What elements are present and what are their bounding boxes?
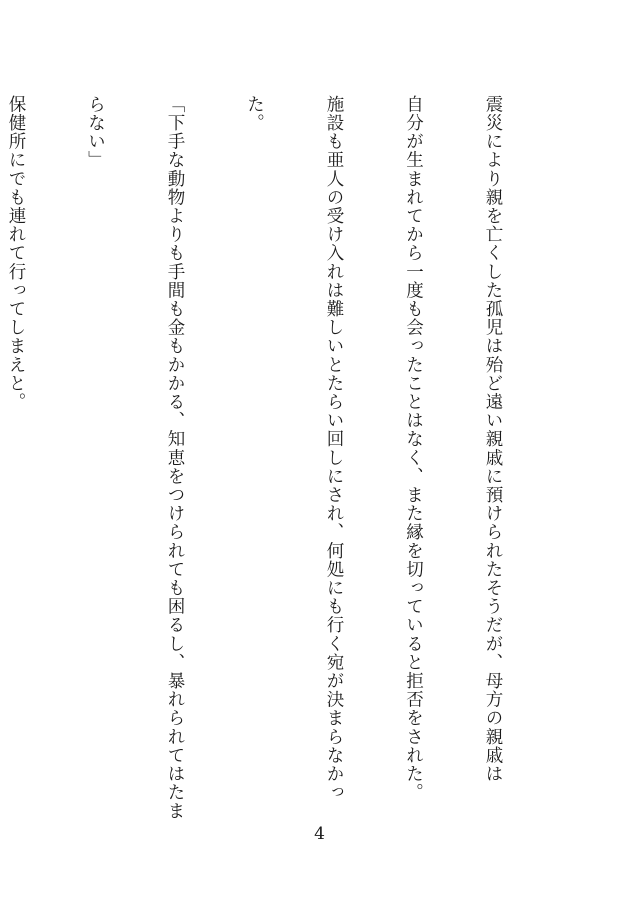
text-line-5: 「下手な動物よりも手間も金もかかる、知恵をつけられても困るし、暴れられてはたま [165, 95, 185, 821]
vertical-text-body [6, 95, 559, 821]
text-line-1: 震災により親を亡くした孤児は殆ど遠い親戚に預けられたそうだが、母方の親戚は [483, 95, 503, 784]
text-line-4: た。 [244, 95, 265, 133]
page-number: 4 [314, 824, 325, 844]
text-line-6: らない」 [85, 95, 106, 170]
text-line-7: 保健所にでも連れて行ってしまえと。 [6, 95, 26, 412]
text-line-2: 自分が生まれてから一度も会ったことはなく、また縁を切っていると拒否をされた。 [403, 95, 424, 802]
text-line-3: 施設も亜人の受け入れは難しいとたらい回しにされ、何処にも行く宛が決まらなかっ [324, 95, 344, 802]
